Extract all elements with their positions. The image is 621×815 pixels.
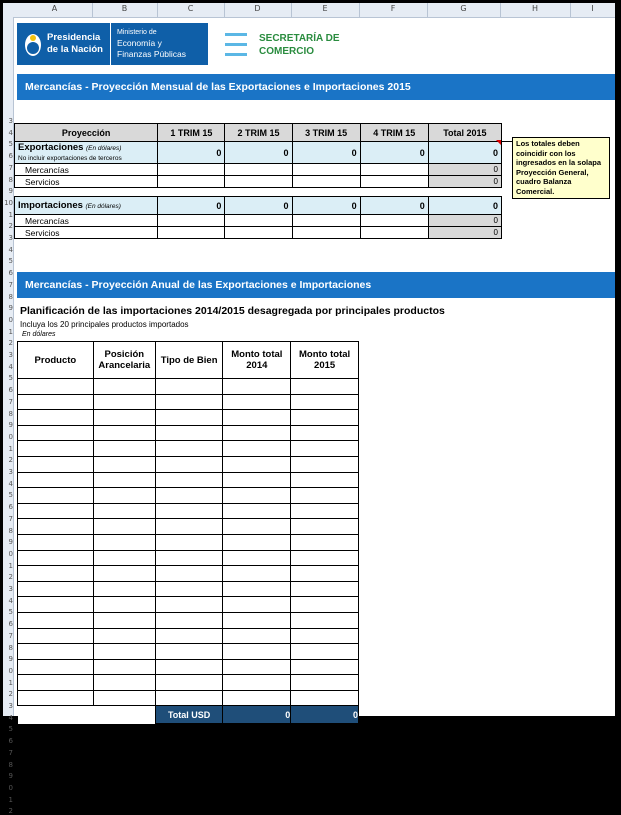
product-cell-producto[interactable] [18,441,94,457]
col-I[interactable]: I [591,4,594,13]
row-number[interactable]: 8 [8,292,13,301]
product-cell-producto[interactable] [18,550,94,566]
product-cell-producto[interactable] [18,503,94,519]
product-cell-posicion[interactable] [93,534,155,550]
product-cell-posicion[interactable] [93,519,155,535]
row-number[interactable]: 2 [8,456,13,465]
row-number[interactable]: 9 [8,421,13,430]
col-E[interactable]: E [322,4,328,13]
product-cell-tipo[interactable] [155,628,223,644]
product-row [18,519,359,535]
comment-connector [501,141,512,142]
product-cell-posicion[interactable] [93,441,155,457]
product-cell-producto[interactable] [18,488,94,504]
total-spacer-a [18,706,94,724]
product-cell-posicion[interactable] [93,690,155,706]
product-cell-monto-2015[interactable] [291,472,359,488]
planning-subtitle: Incluya los 20 principales productos importados [20,320,189,329]
row-number[interactable]: 2 [8,690,13,699]
row-number[interactable]: 4 [8,362,13,371]
product-cell-monto-2014[interactable] [223,519,291,535]
total-2015-cell: 0 [291,706,359,724]
coat-of-arms-icon [23,30,43,58]
product-row [18,503,359,519]
projection-table [14,123,502,239]
product-cell-posicion[interactable] [93,644,155,660]
exports-servicios-total: 0 [428,176,501,188]
product-row [18,690,359,706]
product-row [18,472,359,488]
row-number[interactable]: 5 [8,257,13,266]
product-cell-producto[interactable] [18,425,94,441]
product-cell-tipo[interactable] [155,612,223,628]
product-cell-monto-2014[interactable] [223,456,291,472]
product-cell-monto-2014[interactable] [223,425,291,441]
exports-servicios-trim1[interactable] [158,176,225,188]
header-monto-2015: Monto total 2015 [291,342,359,379]
row-number[interactable]: 2 [8,222,13,231]
exports-mercancias-total: 0 [428,164,501,176]
product-cell-monto-2014[interactable] [223,379,291,395]
header-trim2: 2 TRIM 15 [225,124,292,142]
product-cell-tipo[interactable] [155,550,223,566]
planning-title: Planificación de las importaciones 2014/2015 desagregada por principales productos [20,305,445,317]
row-number[interactable]: 5 [8,608,13,617]
exports-servicios-trim3[interactable] [292,176,360,188]
product-row [18,394,359,410]
product-cell-posicion[interactable] [93,581,155,597]
exports-mercancias-label: Mercancías [15,164,158,176]
row-number[interactable]: 6 [8,620,13,629]
product-cell-producto[interactable] [18,659,94,675]
product-cell-posicion[interactable] [93,425,155,441]
product-cell-producto[interactable] [18,379,94,395]
row-number[interactable]: 4 [8,479,13,488]
product-cell-producto[interactable] [18,456,94,472]
product-cell-producto[interactable] [18,519,94,535]
row-number[interactable]: 6 [8,737,13,746]
product-cell-monto-2015[interactable] [291,644,359,660]
product-cell-monto-2014[interactable] [223,612,291,628]
row-number[interactable]: 6 [8,386,13,395]
col-H[interactable]: H [531,4,538,13]
product-row [18,441,359,457]
product-cell-tipo[interactable] [155,425,223,441]
product-cell-tipo[interactable] [155,644,223,660]
product-cell-posicion[interactable] [93,456,155,472]
product-cell-monto-2014[interactable] [223,472,291,488]
product-cell-posicion[interactable] [93,628,155,644]
row-number[interactable]: 2 [8,807,13,815]
product-cell-monto-2014[interactable] [223,410,291,426]
product-cell-monto-2015[interactable] [291,690,359,706]
row-number[interactable]: 7 [8,631,13,640]
row-number[interactable]: 10 [4,198,13,207]
ministerio-line2: Economía y [117,38,162,48]
section-banner-monthly: Mercancías - Proyección Mensual de las Exportaciones e Importaciones 2015 [17,74,615,100]
row-number[interactable]: 5 [8,374,13,383]
product-cell-posicion[interactable] [93,550,155,566]
product-cell-tipo[interactable] [155,394,223,410]
presidencia-line1: Presidencia [47,32,101,43]
row-number[interactable]: 3 [8,234,13,242]
imports-trim4-cell[interactable]: 0 [360,197,428,215]
product-cell-monto-2014[interactable] [223,690,291,706]
exports-trim1-cell[interactable]: 0 [158,142,225,164]
col-F[interactable]: F [390,4,396,13]
product-cell-monto-2015[interactable] [291,612,359,628]
product-cell-monto-2015[interactable] [291,659,359,675]
exports-trim2-cell[interactable]: 0 [225,142,292,164]
exports-unit: (En dólares) [85,144,122,152]
product-cell-producto[interactable] [18,472,94,488]
header-trim4: 4 TRIM 15 [360,124,428,142]
spreadsheet [3,3,615,815]
row-number[interactable]: 6 [8,269,13,278]
exports-total-cell: 0 [428,142,501,164]
product-cell-producto[interactable] [18,394,94,410]
header-proyeccion: Proyección [15,124,158,142]
product-cell-monto-2015[interactable] [291,379,359,395]
product-cell-monto-2014[interactable] [223,394,291,410]
product-cell-posicion[interactable] [93,675,155,691]
product-cell-monto-2015[interactable] [291,425,359,441]
product-cell-producto[interactable] [18,675,94,691]
product-cell-tipo[interactable] [155,566,223,582]
product-cell-posicion[interactable] [93,612,155,628]
product-row [18,456,359,472]
row-number[interactable]: 9 [8,304,13,313]
row-number[interactable]: 7 [8,514,13,523]
exports-mercancias-trim3[interactable] [292,164,360,176]
product-cell-monto-2015[interactable] [291,503,359,519]
col-A[interactable]: A [51,4,58,13]
product-cell-producto[interactable] [18,566,94,582]
product-cell-monto-2014[interactable] [223,566,291,582]
row-number[interactable]: 3 [8,117,13,125]
exports-trim3-cell[interactable]: 0 [292,142,360,164]
product-cell-monto-2015[interactable] [291,550,359,566]
row-header-bar [3,17,14,815]
product-cell-monto-2015[interactable] [291,441,359,457]
header-tipo-bien: Tipo de Bien [155,342,223,379]
row-number[interactable]: 6 [8,152,13,161]
col-G[interactable]: G [460,4,467,13]
product-cell-posicion[interactable] [93,597,155,613]
header-trim1: 1 TRIM 15 [158,124,225,142]
product-cell-monto-2014[interactable] [223,534,291,550]
imports-unit: (En dólares) [85,203,121,210]
imports-mercancias-trim1[interactable] [158,215,225,227]
product-cell-monto-2015[interactable] [291,581,359,597]
imports-trim2-cell[interactable]: 0 [225,197,292,215]
product-cell-monto-2015[interactable] [291,519,359,535]
product-cell-posicion[interactable] [93,488,155,504]
secretaria-line1: SECRETARÍA DE [259,33,340,44]
product-cell-posicion[interactable] [93,659,155,675]
row-number[interactable]: 3 [8,702,13,710]
product-cell-producto[interactable] [18,628,94,644]
product-row [18,379,359,395]
product-row [18,597,359,613]
product-cell-tipo[interactable] [155,581,223,597]
imports-servicios-trim1[interactable] [158,227,225,239]
imports-trim1-cell[interactable]: 0 [158,197,225,215]
imports-servicios-trim3[interactable] [292,227,360,239]
product-cell-posicion[interactable] [93,379,155,395]
row-number[interactable]: 1 [8,210,13,219]
product-cell-monto-2015[interactable] [291,628,359,644]
product-row [18,488,359,504]
row-number[interactable]: 7 [8,397,13,406]
exports-mercancias-trim2[interactable] [225,164,292,176]
row-number[interactable]: 7 [8,163,13,172]
product-row [18,644,359,660]
ministerio-logo [111,23,208,65]
row-number[interactable]: 1 [8,795,13,804]
imports-mercancias-label: Mercancías [15,215,158,227]
exports-mercancias-trim4[interactable] [360,164,428,176]
product-row [18,550,359,566]
row-number[interactable]: 4 [8,596,13,605]
total-2014-cell: 0 [223,706,291,724]
row-number[interactable]: 2 [8,573,13,582]
product-cell-monto-2015[interactable] [291,675,359,691]
product-cell-tipo[interactable] [155,659,223,675]
header-monto-2014: Monto total 2014 [223,342,291,379]
product-cell-tipo[interactable] [155,472,223,488]
product-cell-monto-2014[interactable] [223,441,291,457]
planning-unit: En dólares [22,331,56,338]
product-cell-posicion[interactable] [93,410,155,426]
product-row [18,410,359,426]
imports-total-cell: 0 [428,197,501,215]
row-number[interactable]: 7 [8,280,13,289]
imports-trim3-cell[interactable]: 0 [292,197,360,215]
row-number[interactable]: 0 [8,432,13,441]
product-cell-posicion[interactable] [93,472,155,488]
row-number[interactable]: 8 [8,760,13,769]
col-B[interactable]: B [121,4,128,13]
product-row [18,566,359,582]
product-cell-monto-2014[interactable] [223,675,291,691]
row-number[interactable]: 3 [8,585,13,593]
row-number[interactable]: 8 [8,526,13,535]
header-producto: Producto [18,342,94,379]
product-row [18,425,359,441]
product-cell-producto[interactable] [18,597,94,613]
row-number[interactable]: 1 [8,444,13,453]
presidencia-line2: de la Nación [47,44,103,55]
cell-comment-note: Los totales deben coincidir con los ingresados en la solapa Proyección General, cuadro Balanza Comercial. [512,137,610,199]
imports-label-cell [15,197,158,215]
product-row [18,612,359,628]
imports-servicios-total: 0 [428,227,501,239]
row-number[interactable]: 5 [8,491,13,500]
row-number[interactable]: 3 [8,351,13,359]
product-cell-tipo[interactable] [155,597,223,613]
product-cell-producto[interactable] [18,612,94,628]
product-cell-tipo[interactable] [155,503,223,519]
product-cell-monto-2015[interactable] [291,456,359,472]
product-cell-producto[interactable] [18,534,94,550]
section-banner-annual: Mercancías - Proyección Anual de las Exportaciones e Importaciones [17,272,615,298]
product-cell-monto-2014[interactable] [223,644,291,660]
exports-mercancias-trim1[interactable] [158,164,225,176]
imports-mercancias-trim3[interactable] [292,215,360,227]
row-number[interactable]: 9 [8,655,13,664]
header-total: Total 2015 [428,124,501,142]
row-number[interactable]: 1 [8,327,13,336]
row-number[interactable]: 3 [8,468,13,476]
presidencia-logo [17,23,110,65]
imports-servicios-label: Servicios [15,227,158,239]
ministerio-line3: Finanzas Públicas [117,49,186,59]
imports-mercancias-total: 0 [428,215,501,227]
product-row [18,675,359,691]
imports-mercancias-trim2[interactable] [225,215,292,227]
product-row [18,581,359,597]
row-number[interactable]: 6 [8,503,13,512]
imports-label: Importaciones [18,200,83,211]
products-table [17,341,359,724]
product-cell-producto[interactable] [18,581,94,597]
col-D[interactable]: D [254,4,261,13]
product-cell-monto-2015[interactable] [291,597,359,613]
product-cell-monto-2014[interactable] [223,581,291,597]
product-cell-monto-2015[interactable] [291,488,359,504]
product-cell-monto-2015[interactable] [291,534,359,550]
row-number[interactable]: 0 [8,783,13,792]
product-cell-producto[interactable] [18,410,94,426]
product-cell-tipo[interactable] [155,690,223,706]
total-spacer-b [93,706,155,724]
imports-servicios-trim2[interactable] [225,227,292,239]
products-body [18,379,359,706]
product-cell-monto-2014[interactable] [223,488,291,504]
spacer-row [15,188,502,197]
col-C[interactable]: C [187,4,194,13]
row-number[interactable]: 4 [8,128,13,137]
product-cell-producto[interactable] [18,644,94,660]
product-cell-tipo[interactable] [155,519,223,535]
row-number[interactable]: 4 [8,245,13,254]
row-number[interactable]: 8 [8,409,13,418]
product-cell-tipo[interactable] [155,488,223,504]
exports-servicios-trim2[interactable] [225,176,292,188]
exports-note: No incluir exportaciones de terceros [18,154,122,162]
header-posicion: Posición Arancelaria [93,342,155,379]
header-trim3: 3 TRIM 15 [292,124,360,142]
row-number[interactable]: 9 [8,187,13,196]
row-number[interactable]: 4 [8,713,13,722]
row-number[interactable]: 9 [8,538,13,547]
exports-servicios-label: Servicios [15,176,158,188]
row-number[interactable]: 1 [8,561,13,570]
exports-label-cell [15,142,158,164]
row-number[interactable]: 0 [8,315,13,324]
product-cell-monto-2014[interactable] [223,659,291,675]
product-cell-tipo[interactable] [155,534,223,550]
row-number[interactable]: 8 [8,643,13,652]
row-number[interactable]: 5 [8,140,13,149]
product-cell-tipo[interactable] [155,456,223,472]
product-cell-posicion[interactable] [93,503,155,519]
secretaria-line2: COMERCIO [259,46,314,57]
row-number[interactable]: 1 [8,678,13,687]
exports-trim4-cell[interactable]: 0 [360,142,428,164]
row-number[interactable]: 8 [8,175,13,184]
secretaria-logo [225,29,365,63]
product-cell-tipo[interactable] [155,379,223,395]
row-number[interactable]: 5 [8,725,13,734]
total-usd-label: Total USD [155,706,223,724]
product-cell-monto-2015[interactable] [291,410,359,426]
exports-label: Exportaciones [18,141,84,153]
ministerio-line1: Ministerio de [117,29,157,36]
exports-servicios-trim4[interactable] [360,176,428,188]
product-cell-monto-2014[interactable] [223,597,291,613]
row-number[interactable]: 9 [8,772,13,781]
product-cell-monto-2014[interactable] [223,628,291,644]
product-cell-monto-2015[interactable] [291,394,359,410]
product-row [18,659,359,675]
product-cell-monto-2014[interactable] [223,503,291,519]
product-row [18,534,359,550]
row-number[interactable]: 0 [8,666,13,675]
product-cell-producto[interactable] [18,690,94,706]
row-number[interactable]: 7 [8,748,13,757]
product-row [18,628,359,644]
product-cell-posicion[interactable] [93,566,155,582]
product-cell-monto-2014[interactable] [223,550,291,566]
product-cell-monto-2015[interactable] [291,566,359,582]
product-cell-tipo[interactable] [155,675,223,691]
imports-mercancias-trim4[interactable] [360,215,428,227]
product-cell-tipo[interactable] [155,441,223,457]
row-number[interactable]: 0 [8,549,13,558]
product-cell-posicion[interactable] [93,394,155,410]
product-cell-tipo[interactable] [155,410,223,426]
row-number[interactable]: 2 [8,339,13,348]
imports-servicios-trim4[interactable] [360,227,428,239]
column-header-bar [3,3,615,18]
